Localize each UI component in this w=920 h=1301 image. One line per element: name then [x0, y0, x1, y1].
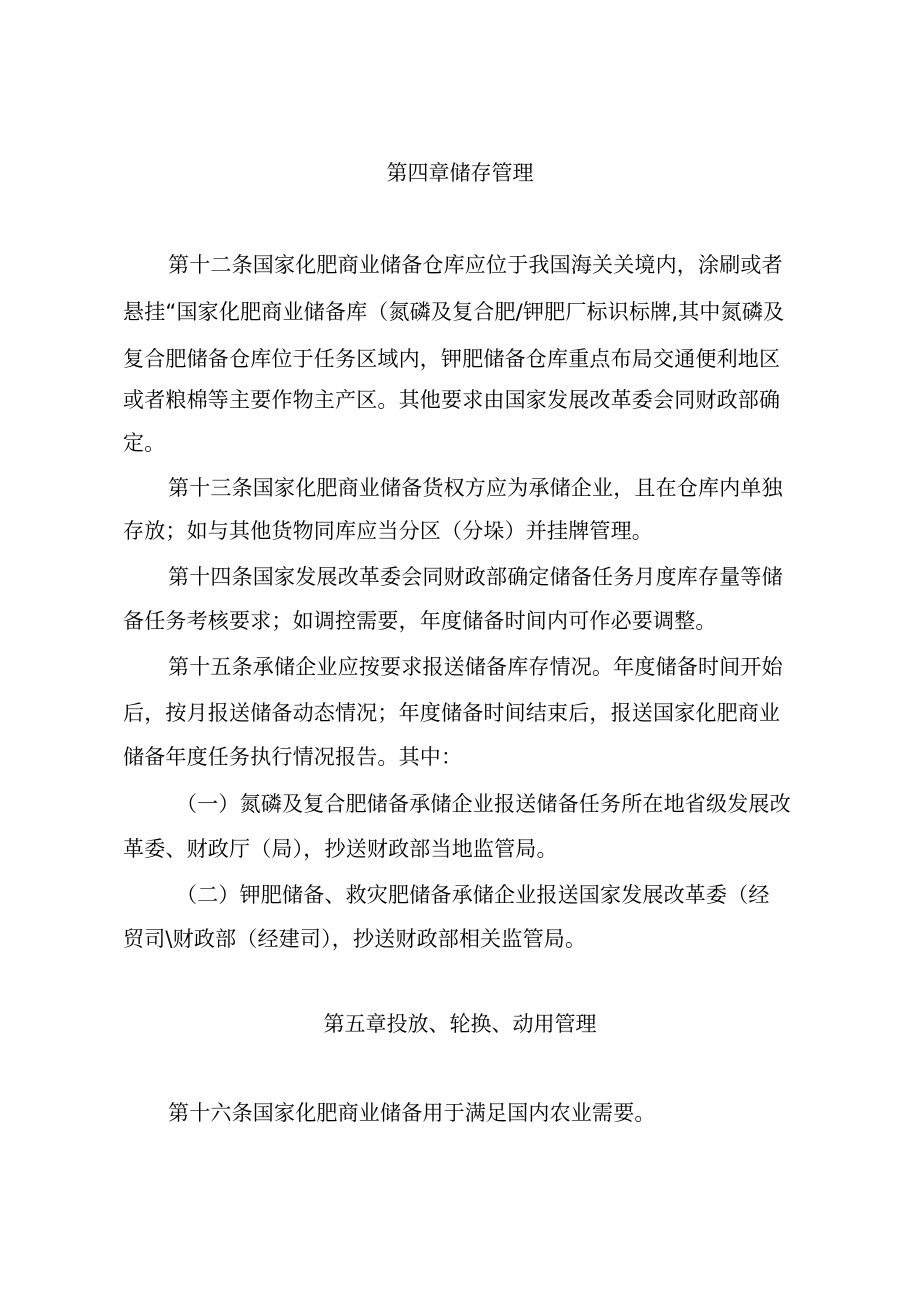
- article-15-item-1-line-1: （一）氮磷及复合肥储备承储企业报送储备任务所在地省级发展改: [176, 792, 791, 816]
- article-12-line-1: 第十二条国家化肥商业储备仓库应位于我国海关关境内，涂刷或者: [168, 253, 783, 277]
- article-12-line-5: 定。: [123, 431, 166, 455]
- article-13-line-2: 存放；如与其他货物同库应当分区（分垛）并挂牌管理。: [123, 519, 653, 543]
- article-14-line-2: 备任务考核要求；如调控需要，年度储备时间内可作必要调整。: [123, 609, 717, 633]
- chapter-5-title: 第五章投放、轮换、动用管理: [323, 1012, 597, 1036]
- article-15-line-1: 第十五条承储企业应按要求报送储备库存情况。年度储备时间开始: [168, 655, 783, 679]
- article-13-line-1: 第十三条国家化肥商业储备货权方应为承储企业，且在仓库内单独: [168, 476, 783, 500]
- article-16-line-1: 第十六条国家化肥商业储备用于满足国内农业需要。: [168, 1101, 656, 1125]
- article-15-item-2-line-1: （二）钾肥储备、救灾肥储备承储企业报送国家发展改革委（经: [176, 883, 770, 907]
- article-15-item-1-line-2: 革委、财政厅（局），抄送财政部当地监管局。: [123, 837, 558, 861]
- article-15-item-2-line-2: 贸司\财政部（经建司），抄送财政部相关监管局。: [123, 927, 587, 951]
- article-15-line-2: 后，按月报送储备动态情况；年度储备时间结束后，报送国家化肥商业: [123, 701, 781, 725]
- chapter-4-title: 第四章储存管理: [386, 161, 534, 185]
- article-12-line-3: 复合肥储备仓库位于任务区域内，钾肥储备仓库重点布局交通便利地区: [123, 347, 781, 371]
- article-15-line-3: 储备年度任务执行情况报告。其中：: [123, 745, 463, 769]
- article-12-line-4: 或者粮棉等主要作物主产区。其他要求由国家发展改革委会同财政部确: [123, 388, 781, 412]
- article-14-line-1: 第十四条国家发展改革委会同财政部确定储备任务月度库存量等储: [168, 565, 783, 589]
- article-12-line-2: 悬挂“国家化肥商业储备库（氮磷及复合肥/钾肥厂标识标牌,其中氮磷及: [123, 300, 785, 324]
